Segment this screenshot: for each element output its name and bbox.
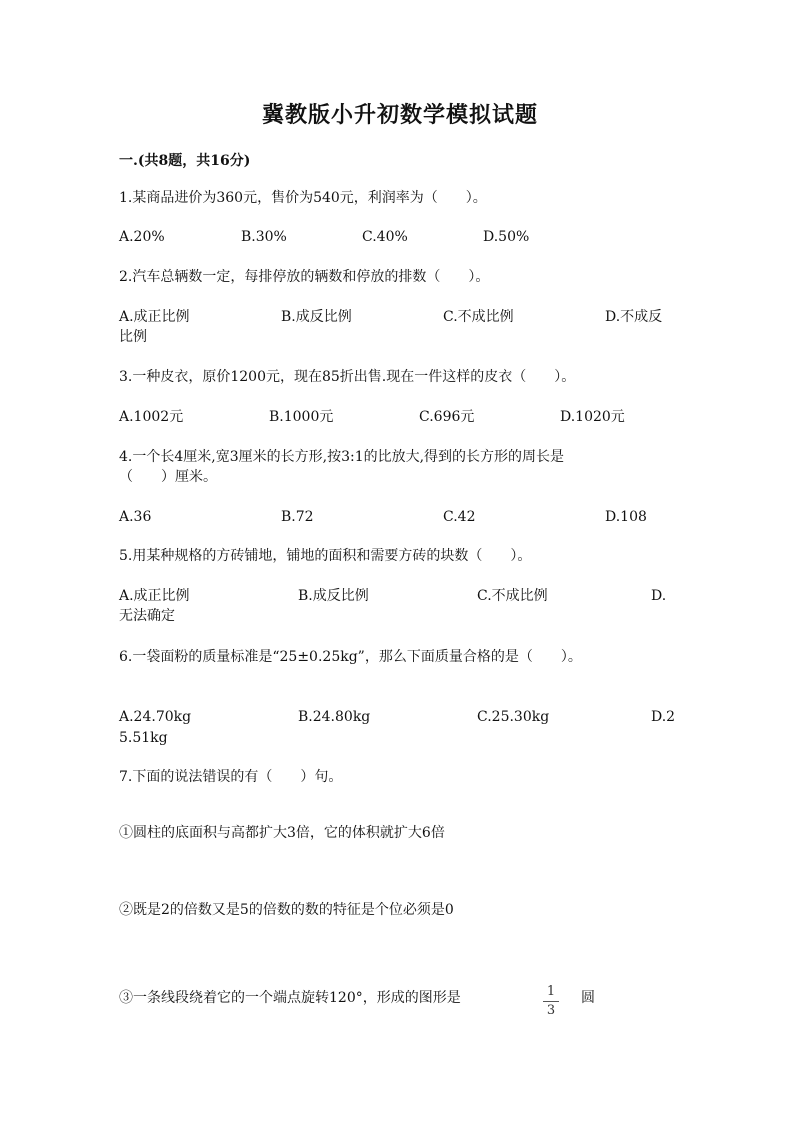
question-2-option-d-wrap: 比例 bbox=[119, 329, 147, 345]
question-2-option-c: C.不成比例 bbox=[443, 309, 514, 325]
question-7-statement-3-end: 圆 bbox=[581, 990, 595, 1006]
question-5-option-a: A.成正比例 bbox=[119, 588, 190, 604]
fraction-one-third bbox=[542, 985, 560, 1018]
section-heading: 一.(共8题，共16分) bbox=[119, 153, 251, 169]
question-1-option-a: A.20% bbox=[119, 229, 165, 245]
question-1-option-c: C.40% bbox=[362, 229, 408, 245]
question-1-option-b: B.30% bbox=[241, 229, 287, 245]
question-6-option-d-wrap: 5.51kg bbox=[119, 730, 168, 746]
question-3-option-d: D.1020元 bbox=[560, 409, 625, 425]
question-2-option-a: A.成正比例 bbox=[119, 309, 190, 325]
question-7-statement-3: ③一条线段绕着它的一个端点旋转120°，形成的图形是 bbox=[119, 990, 461, 1006]
question-3-option-c: C.696元 bbox=[419, 409, 475, 425]
question-5-option-d-wrap: 无法确定 bbox=[119, 608, 175, 624]
question-2-stem: 2.汽车总辆数一定，每排停放的辆数和停放的排数（ ）。 bbox=[119, 269, 490, 285]
question-5-option-b: B.成反比例 bbox=[298, 588, 369, 604]
question-3-option-b: B.1000元 bbox=[269, 409, 334, 425]
question-5-option-d: D. bbox=[651, 588, 667, 604]
fraction-denominator: 3 bbox=[546, 1003, 556, 1018]
question-7-stem: 7.下面的说法错误的有（ ）句。 bbox=[119, 769, 343, 785]
question-4-stem-continued: （ ）厘米。 bbox=[119, 469, 217, 485]
question-4-stem: 4.一个长4厘米,宽3厘米的长方形,按3:1的比放大,得到的长方形的周长是 bbox=[119, 449, 565, 465]
question-6-option-a: A.24.70kg bbox=[119, 709, 192, 725]
question-6-option-b: B.24.80kg bbox=[298, 709, 371, 725]
question-6-stem: 6.一袋面粉的质量标准是“25±0.25kg”，那么下面质量合格的是（ ）。 bbox=[119, 649, 582, 665]
question-7-statement-1: ①圆柱的底面积与高都扩大3倍，它的体积就扩大6倍 bbox=[119, 825, 445, 841]
question-1-option-d: D.50% bbox=[483, 229, 530, 245]
question-5-stem: 5.用某种规格的方砖铺地，铺地的面积和需要方砖的块数（ ）。 bbox=[119, 548, 532, 564]
question-3-stem: 3.一种皮衣，原价1200元，现在85折出售.现在一件这样的皮衣（ ）。 bbox=[119, 369, 576, 385]
fraction-numerator: 1 bbox=[546, 984, 556, 999]
question-4-option-c: C.42 bbox=[443, 509, 476, 525]
question-5-option-c: C.不成比例 bbox=[477, 588, 548, 604]
question-3-option-a: A.1002元 bbox=[119, 409, 184, 425]
question-4-option-b: B.72 bbox=[281, 509, 314, 525]
question-7-statement-2: ②既是2的倍数又是5的倍数的数的特征是个位必须是0 bbox=[119, 902, 454, 918]
question-6-option-d: D.2 bbox=[651, 709, 676, 725]
question-6-option-c: C.25.30kg bbox=[477, 709, 550, 725]
question-1-stem: 1.某商品进价为360元，售价为540元，利润率为（ ）。 bbox=[119, 190, 487, 206]
page-title: 冀教版小升初数学模拟试题 bbox=[261, 102, 538, 128]
fraction-bar bbox=[543, 1001, 559, 1002]
question-2-option-d: D.不成反 bbox=[605, 309, 663, 325]
question-4-option-d: D.108 bbox=[605, 509, 647, 525]
question-4-option-a: A.36 bbox=[119, 509, 152, 525]
question-2-option-b: B.成反比例 bbox=[281, 309, 352, 325]
